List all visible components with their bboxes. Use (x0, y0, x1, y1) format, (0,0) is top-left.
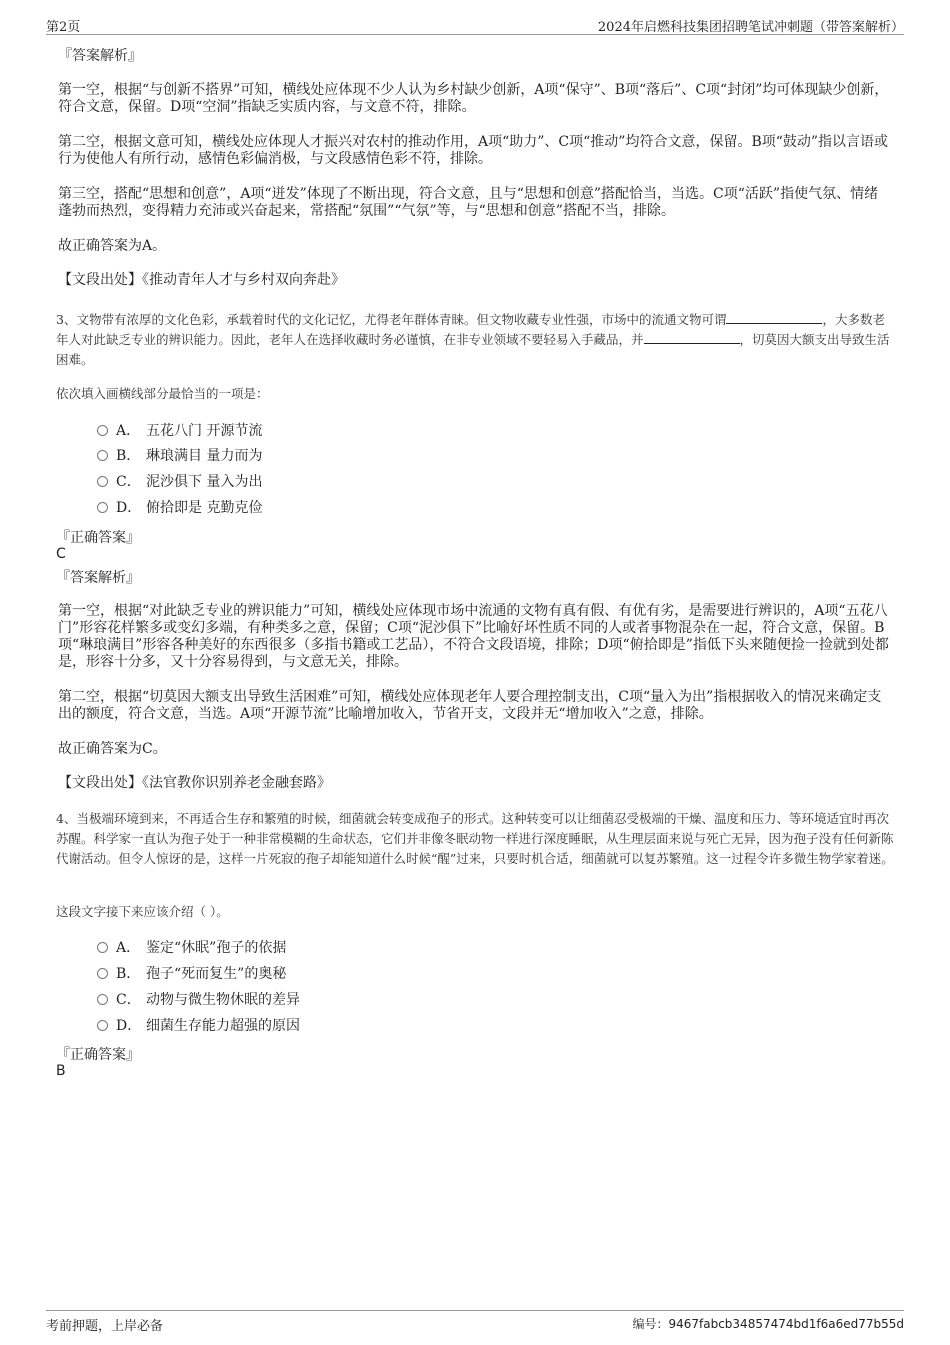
footer-slogan: 考前押题，上岸必备 (46, 1319, 164, 1334)
q3-stem-part1: 3、文物带有浓厚的文化色彩，承载着时代的文化记忆，尤得老年群体青睐。但文物收藏专业性强，市场中的流通文物可谓 (56, 312, 727, 327)
q3-answer: C (56, 546, 66, 562)
q3-analysis-para2: 第二空，根据“切莫因大额支出导致生活困难”可知，横线处应体现老年人要合理控制支出，C项“量入为出”指根据收入的情况来确定支出的额度，符合文意，当选。A项“开源节流”比喻增加收入，节省开支，文段并无“增加收入”之意，排除。 (58, 689, 882, 722)
q3-stem (56, 310, 894, 370)
q3-prompt: 依次填入画横线部分最恰当的一项是： (56, 386, 269, 401)
q2-analysis-para1: 第一空，根据“与创新不搭界”可知，横线处应体现不少人认为乡村缺少创新，A项“保守”、B项“落后”、C项“封闭”均可体现缺少创新，符合文意，保留。D项“空洞”指缺乏实质内容，与文意不符，排除。 (58, 82, 889, 115)
radio-icon[interactable] (97, 425, 108, 436)
q4-option-a[interactable]: A． 鉴定“休眠”孢子的依据 (97, 938, 286, 958)
q3-blank-1 (726, 311, 822, 324)
q3-source: 【文段出处】《法官教你识别养老金融套路》 (58, 775, 331, 791)
q4-prompt: 这段文字接下来应该介绍（ ）。 (56, 904, 229, 919)
q4-option-d[interactable]: D． 细菌生存能力超强的原因 (97, 1016, 300, 1036)
radio-icon[interactable] (97, 942, 108, 953)
footer-code: 编号：9467fabcb34857474bd1f6a6ed77b55d (632, 1317, 904, 1331)
q3-answer-label: 『正确答案』 (56, 530, 140, 546)
q4-option-b[interactable]: B． 孢子“死而复生”的奥秘 (97, 964, 286, 984)
radio-icon[interactable] (97, 968, 108, 979)
radio-icon[interactable] (97, 994, 108, 1005)
radio-icon[interactable] (97, 450, 108, 461)
q2-conclusion: 故正确答案为A。 (58, 238, 167, 254)
radio-icon[interactable] (97, 476, 108, 487)
q3-analysis-label: 『答案解析』 (56, 570, 140, 586)
q3-conclusion: 故正确答案为C。 (58, 741, 167, 757)
radio-icon[interactable] (97, 502, 108, 513)
radio-icon[interactable] (97, 1020, 108, 1031)
document-title: 2024年启燃科技集团招聘笔试冲刺题（带答案解析） (597, 20, 904, 35)
q3-option-a[interactable]: A． 五花八门 开源节流 (97, 421, 262, 441)
q3-stem-part3: ，切莫因大额支出导致生活困难。 (56, 332, 890, 367)
page-header (46, 12, 904, 35)
q2-analysis-para2: 第二空，根据文意可知，横线处应体现人才振兴对农村的推动作用，A项“助力”、C项“推动”均符合文意，保留。B项“鼓动”指以言语或行为使他人有所行动，感情色彩偏消极，与文段感情色彩不符，排除。 (58, 134, 889, 167)
q4-option-c[interactable]: C． 动物与微生物休眠的差异 (97, 990, 300, 1010)
q4-stem: 4、当极端环境到来，不再适合生存和繁殖的时候，细菌就会转变成孢子的形式。这种转变可以让细菌忍受极端的干燥、温度和压力、等环境适宜时再次苏醒。科学家一直认为孢子处于一种非常模糊的生命状态，它们并非像冬眠动物一样进行深度睡眠，从生理层面来说与死亡无异，因为孢子没有任何新陈代谢活动。但令人惊讶的是，这样一片死寂的孢子却能知道什么时候“醒”过来，只要时机合适，细菌就可以复苏繁殖。这一过程令许多微生物学家着迷。 (56, 811, 894, 866)
q2-source: 【文段出处】《推动青年人才与乡村双向奔赴》 (58, 272, 345, 288)
q3-analysis-para1: 第一空，根据“对此缺乏专业的辨识能力”可知，横线处应体现市场中流通的文物有真有假、有优有劣，是需要进行辨识的，A项“五花八门”形容花样繁多或变幻多端，有种类多之意，保留；C项“泥沙俱下”比喻好坏性质不同的人或者事物混杂在一起，符合文意，保留。B项“琳琅满目”形容各种美好的东西很多（多指书籍或工艺品），不符合文段语境，排除；D项“俯拾即是”指低下头来随便捡一捡就到处都是，形容十分多，又十分容易得到，与文意无关，排除。 (58, 603, 889, 670)
page-number: 第2页 (46, 20, 81, 35)
q3-option-d[interactable]: D． 俯拾即是 克勤克俭 (97, 498, 262, 518)
q3-blank-2 (644, 331, 740, 344)
q3-option-b[interactable]: B． 琳琅满目 量力而为 (97, 446, 262, 466)
q2-analysis-label: 『答案解析』 (58, 48, 142, 64)
q4-answer-label: 『正确答案』 (56, 1047, 140, 1063)
q4-answer: B (56, 1063, 66, 1079)
q3-option-c[interactable]: C． 泥沙俱下 量入为出 (97, 472, 262, 492)
q2-analysis-para3: 第三空，搭配“思想和创意”，A项“迸发”体现了不断出现，符合文意，且与“思想和创意”搭配恰当，当选。C项“活跃”指使气氛、情绪蓬勃而热烈，变得精力充沛或兴奋起来，常搭配“氛围”“气氛”等，与“思想和创意”搭配不当，排除。 (58, 186, 879, 219)
q3-stem-part2: ，大多数老年人对此缺乏专业的辨识能力。因此，老年人在选择收藏时务必谨慎，在非专业领域不要轻易入手藏品，并 (56, 312, 885, 347)
page-footer (46, 1310, 904, 1335)
